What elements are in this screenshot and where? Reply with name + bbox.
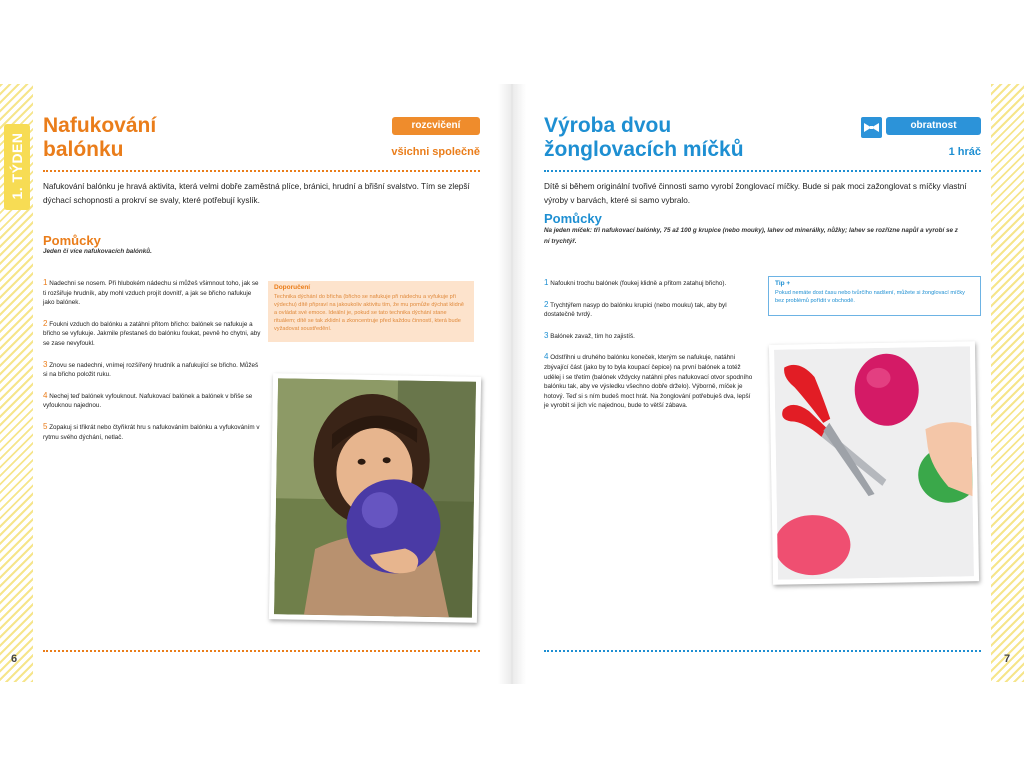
list-item	[43, 422, 261, 442]
right-title-line2: žonglovacích míčků	[544, 138, 744, 161]
step-number: 2	[43, 318, 48, 328]
step-text: Nechej teď balónek vyfouknout. Nafukovací balónek a balónek v břiše se vyfouknou najednou.	[43, 392, 253, 410]
participants-label: všichni společně	[391, 146, 480, 158]
step-text: Trychtýřem nasyp do balónku krupici (nebo mouku) tak, aby byl dostatečně tvrdý.	[544, 301, 727, 319]
juggling-balls-photo	[769, 341, 979, 585]
step-number: 3	[544, 330, 549, 340]
left-steps	[43, 278, 261, 453]
step-text: Odstřihni u druhého balónku koneček, kterým se nafukuje, natáhni zbývající část (jako by to byla koupací čepice) na první balónek a totéž udělej i se třetím (balónek vždycky natáhni přes nafukovací otvor spodního balónku tak, aby ve výsledku všechno dobře drželo). Výborně, míček je hotový. Teď si s ním budeš moct hrát. Na žonglování potřebuješ dva, lepší je vyrobit si jich víc najednou, bude to větší zábava.	[544, 354, 753, 410]
category-badge: rozcvičení	[392, 117, 480, 135]
right-title-line1: Výroba dvou	[544, 114, 672, 137]
step-number: 1	[544, 278, 549, 287]
right-supplies-note: Na jeden míček: tři nafukovací balónky, 75 až 100 g krupice (nebo mouky), lahev od minerálky, nůžky; lahev se rozřízne napůl a vyrobí se z ní trychtýř.	[544, 227, 958, 245]
bow-tie-icon	[861, 117, 882, 138]
step-number: 4	[544, 352, 549, 362]
list-item	[544, 352, 756, 411]
left-title	[43, 114, 156, 162]
list-item	[544, 331, 756, 342]
right-edge-stripe	[991, 84, 1024, 682]
right-title	[544, 114, 744, 162]
step-number: 4	[43, 390, 48, 400]
book-gutter	[498, 84, 526, 684]
week-tab	[4, 124, 30, 210]
list-item	[43, 391, 261, 411]
list-item	[544, 278, 756, 289]
left-title-line2: balónku	[43, 138, 124, 161]
step-number: 1	[43, 278, 48, 287]
right-steps	[544, 278, 756, 422]
list-item	[43, 319, 261, 349]
step-number: 2	[544, 299, 549, 309]
recommendation-box	[268, 281, 474, 342]
dotted-divider-right	[544, 170, 981, 172]
tip-title: Tip +	[775, 280, 791, 287]
right-supplies-heading: Pomůcky	[544, 211, 602, 226]
step-text: Foukni vzduch do balónku a zatáhni přitom břicho: balónek se nafukuje a břicho se vyfukuje. Jakmile přestaneš do balónku foukat, pevně ho chytni, aby se zase nevyfoukl.	[43, 320, 261, 347]
bottom-divider-right	[544, 650, 981, 652]
girl-balloon-image	[274, 378, 476, 617]
step-text: Balónek zavaž, tím ho zajistíš.	[550, 332, 635, 340]
category-badge-right: obratnost	[886, 117, 981, 135]
right-intro: Dítě si během originální tvořivé činnosti samo vyrobí žonglovací míčky. Bude si pak moci zažonglovat s míčky vlastní výroby v barvách, které si samo vybralo.	[544, 182, 967, 205]
list-item	[43, 360, 261, 380]
week-tab-label: 1. TÝDEN	[9, 132, 25, 200]
girl-balloon-photo	[269, 373, 481, 623]
dotted-divider	[43, 170, 480, 172]
page-number-left: 6	[11, 653, 18, 665]
bottom-divider	[43, 650, 480, 652]
page-number-right: 7	[1004, 653, 1011, 665]
left-supplies-note: Jeden či více nafukovacích balónků.	[43, 248, 152, 255]
step-text: Zopakuj si třikrát nebo čtyřikrát hru s nafukováním balónku a vyfukováním v rytmu svého dýchání, netlač.	[43, 423, 260, 441]
tip-box	[768, 276, 981, 316]
step-text: Nafoukni trochu balónek (foukej klidně a přitom zatahuj břicho).	[550, 280, 727, 287]
recommendation-title: Doporučení	[274, 284, 311, 291]
left-intro: Nafukování balónku je hravá aktivita, která velmi dobře zaměstná plíce, bránici, hrudní a břišní svalstvo. Tím se zlepší dýchací schopnosti a prokrví se svaly, které potřebují kyslík.	[43, 182, 470, 205]
step-number: 3	[43, 359, 48, 369]
list-item	[544, 300, 756, 320]
step-number: 5	[43, 421, 48, 431]
left-title-line1: Nafukování	[43, 114, 157, 137]
recommendation-text: Technika dýchání do břicha (břicho se nafukuje při nádechu a vyfukuje při výdechu) dítě připraví na jakoukoliv aktivitu tím, že mu pomůže dýchat klidně a ovládat své emoce. Ideální je, pokud se tato technika dýchání stane rituálem; dítě se tak zklidní a zkoncentruje před každou činností, která bude vyžadovat soustředění.	[274, 294, 464, 332]
step-text: Nadechni se nosem. Při hlubokém nádechu si můžeš všimnout toho, jak se ti rozšiřuje hrudník, aby mohl vzduch projít dovnitř, a jak se břicho nafukuje jako balónek.	[43, 280, 259, 307]
list-item	[43, 278, 261, 308]
juggling-balls-image	[774, 346, 974, 579]
step-text: Znovu se nadechni, vnímej rozšířený hrudník a nafukující se břicho. Můžeš si na břicho položit ruku.	[43, 361, 259, 379]
participants-label-right: 1 hráč	[948, 146, 981, 158]
left-supplies-heading: Pomůcky	[43, 233, 101, 248]
tip-text: Pokud nemáte dost času nebo tvůrčího nadšení, můžete si žonglovací míčky bez problémů pořídit v obchodě.	[775, 290, 965, 304]
